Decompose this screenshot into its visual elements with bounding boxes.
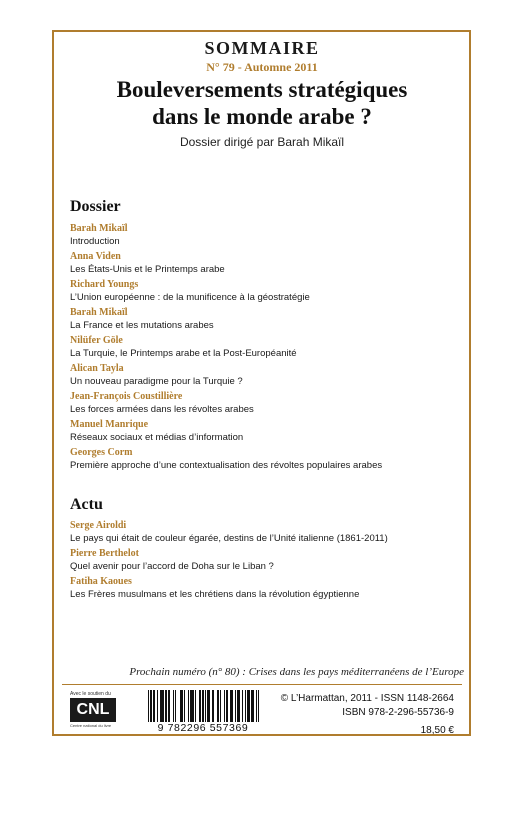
entry-author: Georges Corm <box>70 447 133 458</box>
list-item <box>70 519 460 547</box>
list-item <box>70 418 460 446</box>
actu-heading: Actu <box>70 496 103 513</box>
copyright-line: © L’Harmattan, 2011 - ISSN 1148-2664 <box>280 693 454 704</box>
cnl-support-text: Avec le soutien du <box>70 691 111 697</box>
cnl-logo-mark: CNL <box>70 698 116 722</box>
sommaire-heading: SOMMAIRE <box>204 38 320 58</box>
entry-title: Quel avenir pour l’accord de Doha sur le Liban ? <box>70 561 274 572</box>
list-item <box>70 362 460 390</box>
entry-author: Barah Mikaïl <box>70 223 128 234</box>
entry-author: Richard Youngs <box>70 279 139 290</box>
list-item <box>70 446 460 474</box>
entry-author: Anna Viden <box>70 251 121 262</box>
issue-title <box>0 76 524 130</box>
entry-title: Introduction <box>70 236 120 247</box>
list-item <box>70 250 460 278</box>
entry-author: Fatiha Kaoues <box>70 576 132 587</box>
entry-author: Manuel Manrique <box>70 419 149 430</box>
entry-title: La Turquie, le Printemps arabe et la Post-Européanité <box>70 348 297 359</box>
entry-author: Jean-François Coustillière <box>70 391 183 402</box>
entry-title: Le pays qui était de couleur égarée, destins de l’Unité italienne (1861-2011) <box>70 533 388 544</box>
list-item <box>70 222 460 250</box>
entry-title: L’Union européenne : de la munificence à la géostratégie <box>70 292 310 303</box>
entry-title: Les forces armées dans les révoltes arabes <box>70 404 254 415</box>
publication-info <box>281 692 454 738</box>
list-item <box>70 334 460 362</box>
list-item <box>70 547 460 575</box>
entry-author: Pierre Berthelot <box>70 548 139 559</box>
entry-title: Les États-Unis et le Printemps arabe <box>70 264 225 275</box>
entry-title: Un nouveau paradigme pour la Turquie ? <box>70 376 243 387</box>
list-item <box>70 390 460 418</box>
entry-title: Réseaux sociaux et médias d’information <box>70 432 244 443</box>
issue-title-line-1: Bouleversements stratégiques <box>116 77 408 102</box>
issue-number: N° 79 - Automne 2011 <box>206 60 318 74</box>
cnl-full-name: Centre national du livre <box>70 723 112 728</box>
isbn-line: ISBN 978-2-296-55736-9 <box>342 707 454 718</box>
entry-author: Alican Tayla <box>70 363 124 374</box>
barcode-bars <box>148 690 260 722</box>
directed-by: Dossier dirigé par Barah Mikaïl <box>179 135 345 149</box>
entry-author: Serge Airoldi <box>70 520 127 531</box>
entry-title: La France et les mutations arabes <box>70 320 214 331</box>
actu-list <box>70 519 460 603</box>
dossier-list <box>70 222 460 474</box>
next-issue-note: Prochain numéro (n° 80) : Crises dans les pays méditerranéens de l’Europe <box>129 666 464 678</box>
price: 18,50 € <box>420 725 454 736</box>
entry-title: Première approche d’une contextualisation des révoltes populaires arabes <box>70 460 383 471</box>
isbn-barcode <box>142 690 264 734</box>
entry-author: Barah Mikaïl <box>70 307 128 318</box>
barcode-number: 9 782296 557369 <box>157 722 249 734</box>
entry-author: Nilüfer Göle <box>70 335 123 346</box>
cnl-logo <box>70 691 118 731</box>
list-item <box>70 306 460 334</box>
list-item <box>70 575 460 603</box>
issue-title-line-2: dans le monde arabe ? <box>152 104 372 129</box>
footer-divider <box>62 684 462 685</box>
entry-title: Les Frères musulmans et les chrétiens dans la révolution égyptienne <box>70 589 360 600</box>
list-item <box>70 278 460 306</box>
dossier-heading: Dossier <box>70 198 121 215</box>
